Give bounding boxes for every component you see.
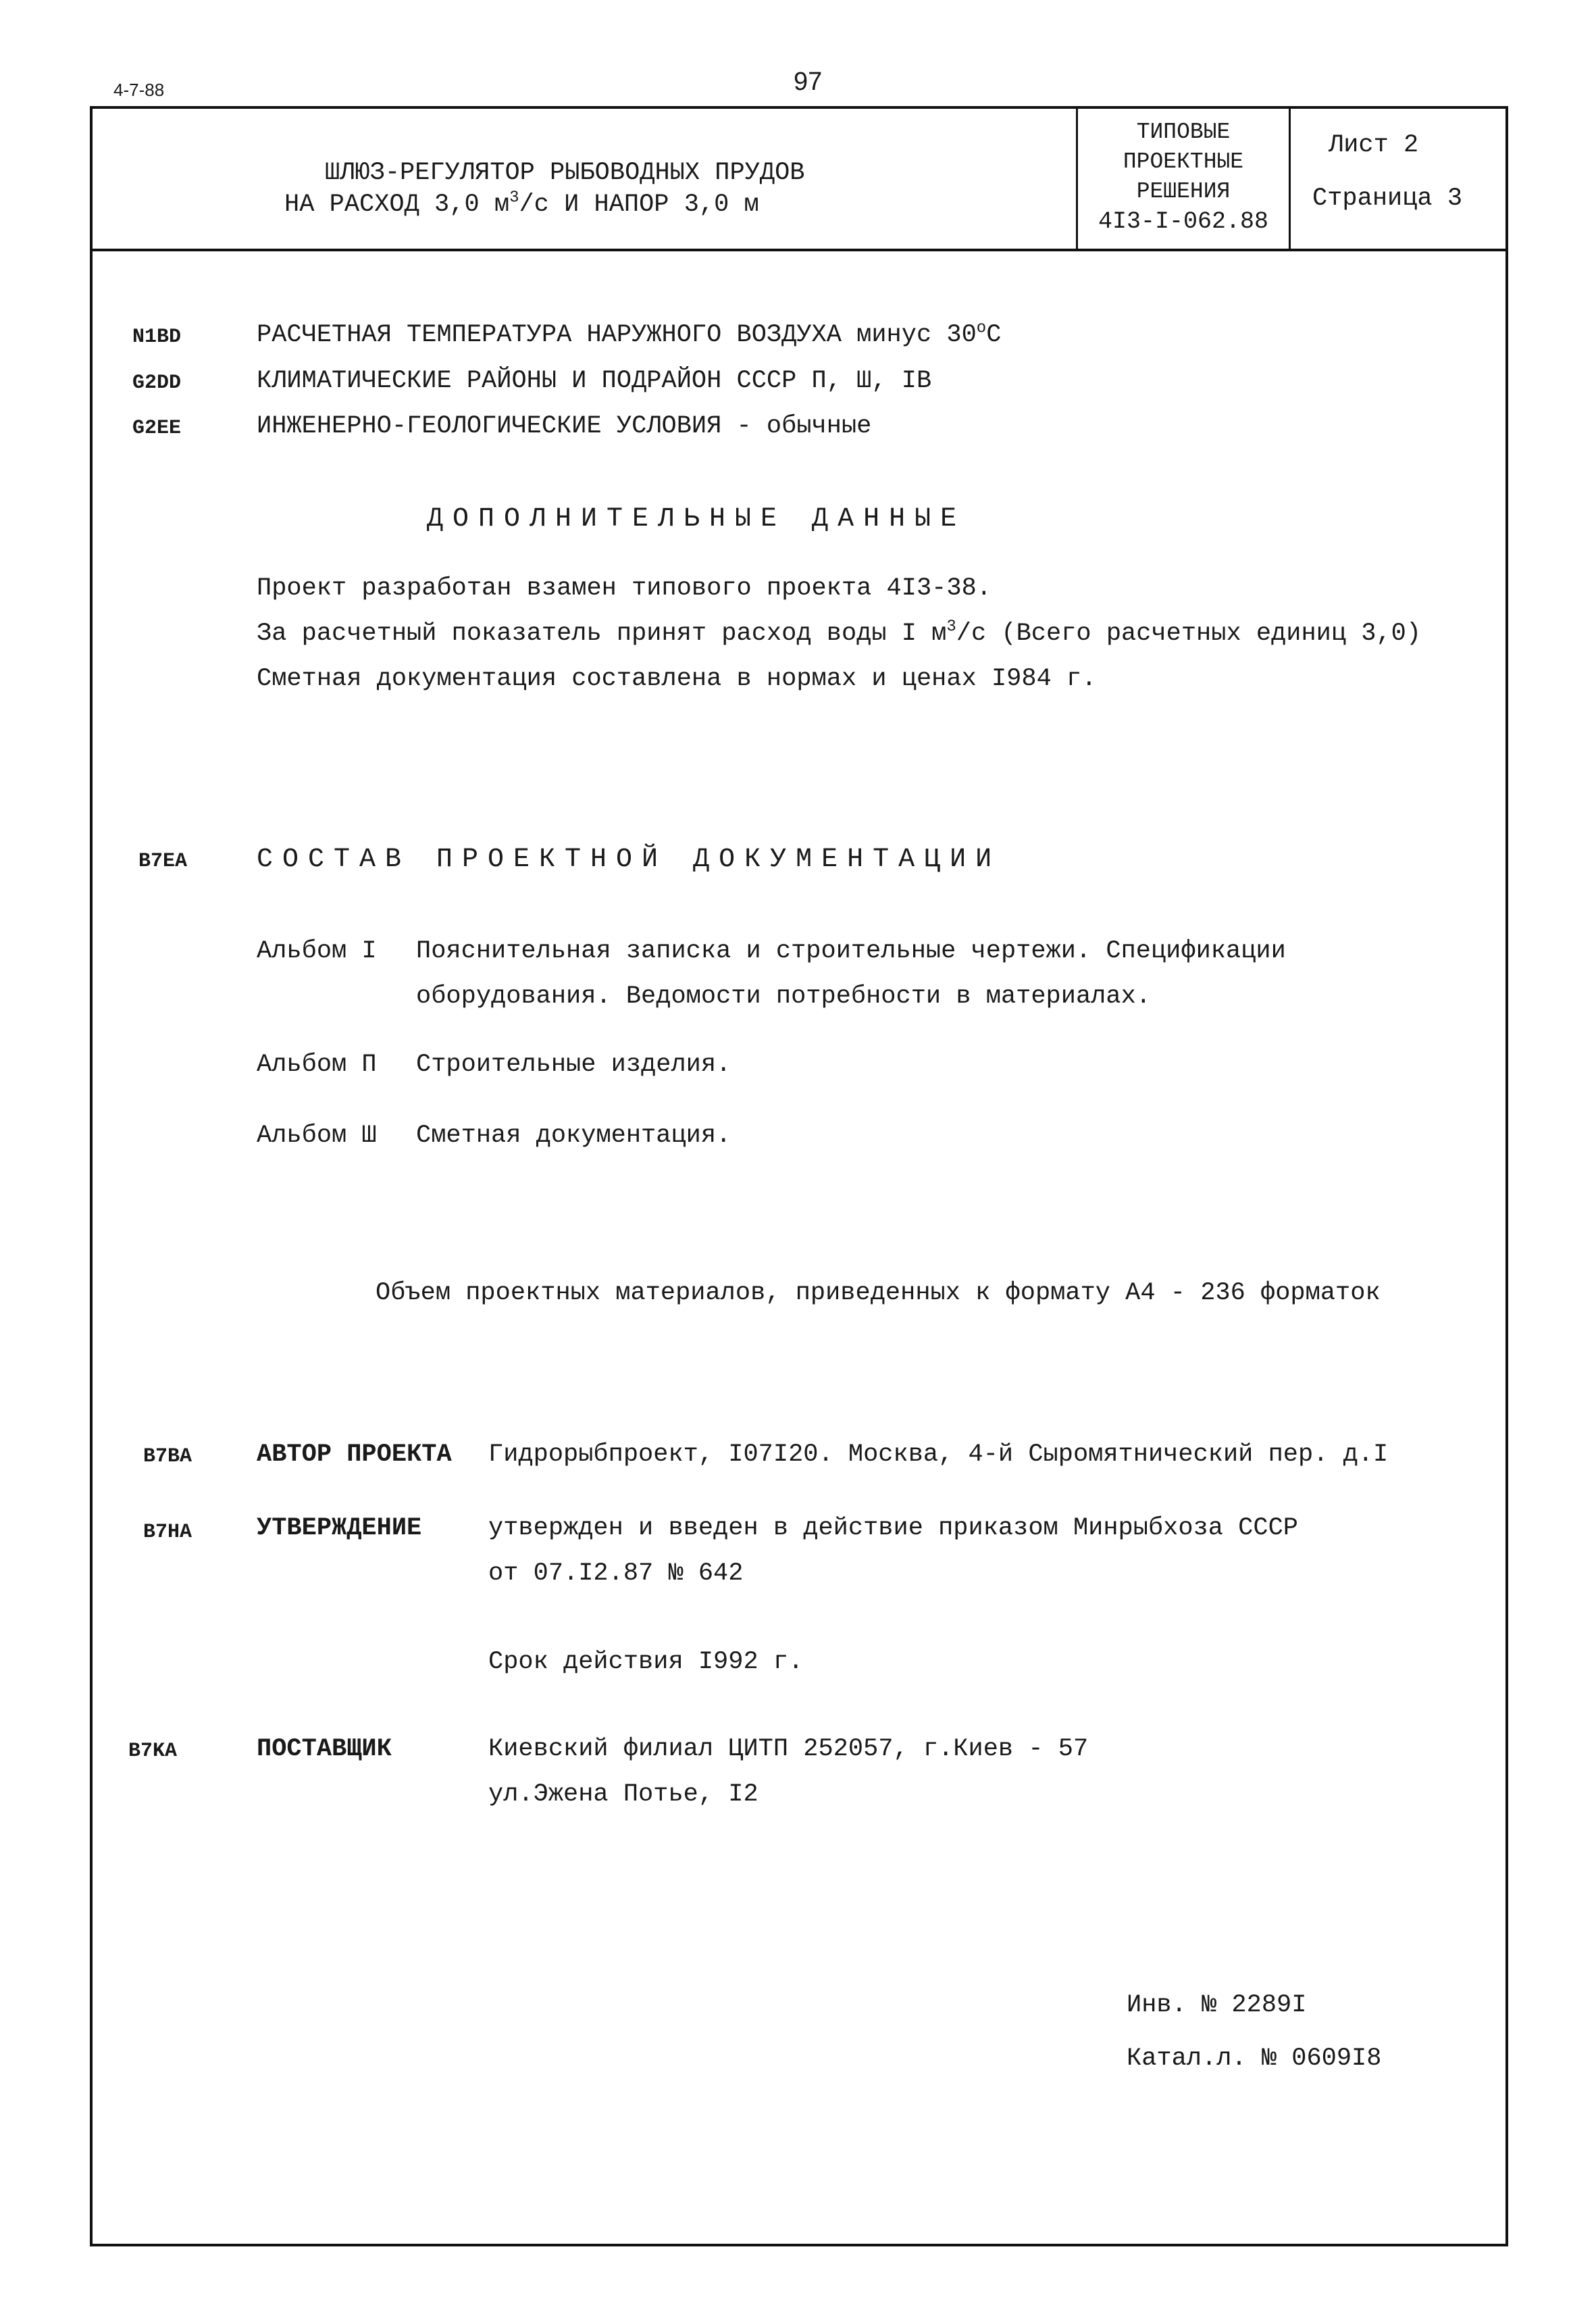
title-block (93, 109, 1505, 251)
additional-line (257, 618, 1422, 648)
author-label: АВТОР ПРОЕКТА (257, 1440, 452, 1469)
series-label-line3: РЕШЕНИЯ (1136, 179, 1231, 204)
param-code: G2DD (132, 372, 182, 395)
approval-line: утвержден и введен в действие приказом Минрыбхоза СССР (488, 1514, 1298, 1542)
album-description: оборудования. Ведомости потребности в материалах. (416, 982, 1151, 1011)
album-description: Строительные изделия. (416, 1051, 731, 1079)
series-code: 4I3-I-062.88 (1098, 208, 1269, 235)
approval-line: от 07.I2.87 № 642 (488, 1559, 744, 1588)
additional-line: Проект разработан взамен типового проекта 4I3-38. (257, 574, 992, 603)
supplier-line: ул.Эжена Потье, I2 (488, 1780, 758, 1809)
title-superscript: 3 (509, 188, 519, 207)
param-text-part: С (986, 321, 1002, 349)
catalog-number: Катал.л. № 0609I8 (1127, 2044, 1382, 2073)
supplier-label: ПОСТАВЩИК (257, 1735, 392, 1763)
author-text: Гидрорыбпроект, I07I20. Москва, 4-й Сыромятнический пер. д.I (488, 1440, 1389, 1469)
additional-text-part: За расчетный показатель принят расход воды I м (257, 620, 947, 648)
title-text-part: /с И НАПОР 3,0 м (519, 191, 759, 219)
title-text-part: НА РАСХОД 3,0 м (284, 191, 510, 219)
album-label: Альбом I (257, 937, 377, 965)
additional-heading: ДОПОЛНИТЕЛЬНЫЕ ДАННЫЕ (427, 504, 967, 534)
supplier-line: Киевский филиал ЦИТП 252057, г.Киев - 57 (488, 1735, 1089, 1763)
param-text (257, 319, 1002, 349)
album-label: Альбом П (257, 1051, 377, 1079)
section-code: B7KA (128, 1740, 178, 1763)
sheet-number: Лист 2 (1329, 131, 1419, 159)
series-label-line2: ПРОЕКТНЫЕ (1123, 149, 1244, 174)
validity-line: Срок действия I992 г. (488, 1648, 804, 1676)
album-description: Сметная документация. (416, 1122, 731, 1150)
document-title-line2 (284, 188, 759, 219)
param-code: G2EE (132, 417, 182, 440)
album-description: Пояснительная записка и строительные чертежи. Спецификации (416, 937, 1286, 965)
page-number: 97 (794, 68, 823, 96)
approval-label: УТВЕРЖДЕНИЕ (257, 1514, 422, 1542)
series-label-line1: ТИПОВЫЕ (1136, 120, 1231, 145)
additional-text-part: /с (Всего расчетных единиц 3,0) (956, 620, 1422, 648)
section-code: B7HA (143, 1521, 192, 1544)
volume-line: Объем проектных материалов, приведенных к формату А4 - 236 форматок (376, 1279, 1381, 1307)
additional-line: Сметная документация составлена в нормах и ценах I984 г. (257, 665, 1097, 693)
album-label: Альбом Ш (257, 1122, 377, 1150)
param-text-part: РАСЧЕТНАЯ ТЕМПЕРАТУРА НАРУЖНОГО ВОЗДУХА минус 30 (257, 321, 977, 349)
param-superscript: о (976, 319, 987, 338)
param-text: КЛИМАТИЧЕСКИЕ РАЙОНЫ И ПОДРАЙОН СССР П, Ш, IB (257, 367, 932, 395)
corner-mark: 4-7-88 (113, 80, 165, 100)
page-label: Страница 3 (1312, 184, 1463, 213)
section-code: B7BA (143, 1445, 192, 1468)
param-text: ИНЖЕНЕРНО-ГЕОЛОГИЧЕСКИЕ УСЛОВИЯ - обычные (257, 412, 872, 441)
additional-superscript: 3 (946, 618, 956, 636)
inventory-number: Инв. № 2289I (1127, 1991, 1307, 2019)
param-code: N1BD (132, 326, 182, 349)
section-code: B7EA (138, 850, 188, 873)
composition-heading: СОСТАВ ПРОЕКТНОЙ ДОКУМЕНТАЦИИ (257, 845, 1002, 875)
document-title-line1: ШЛЮЗ-РЕГУЛЯТОР РЫБОВОДНЫХ ПРУДОВ (325, 159, 805, 187)
title-block-divider (1289, 109, 1291, 249)
